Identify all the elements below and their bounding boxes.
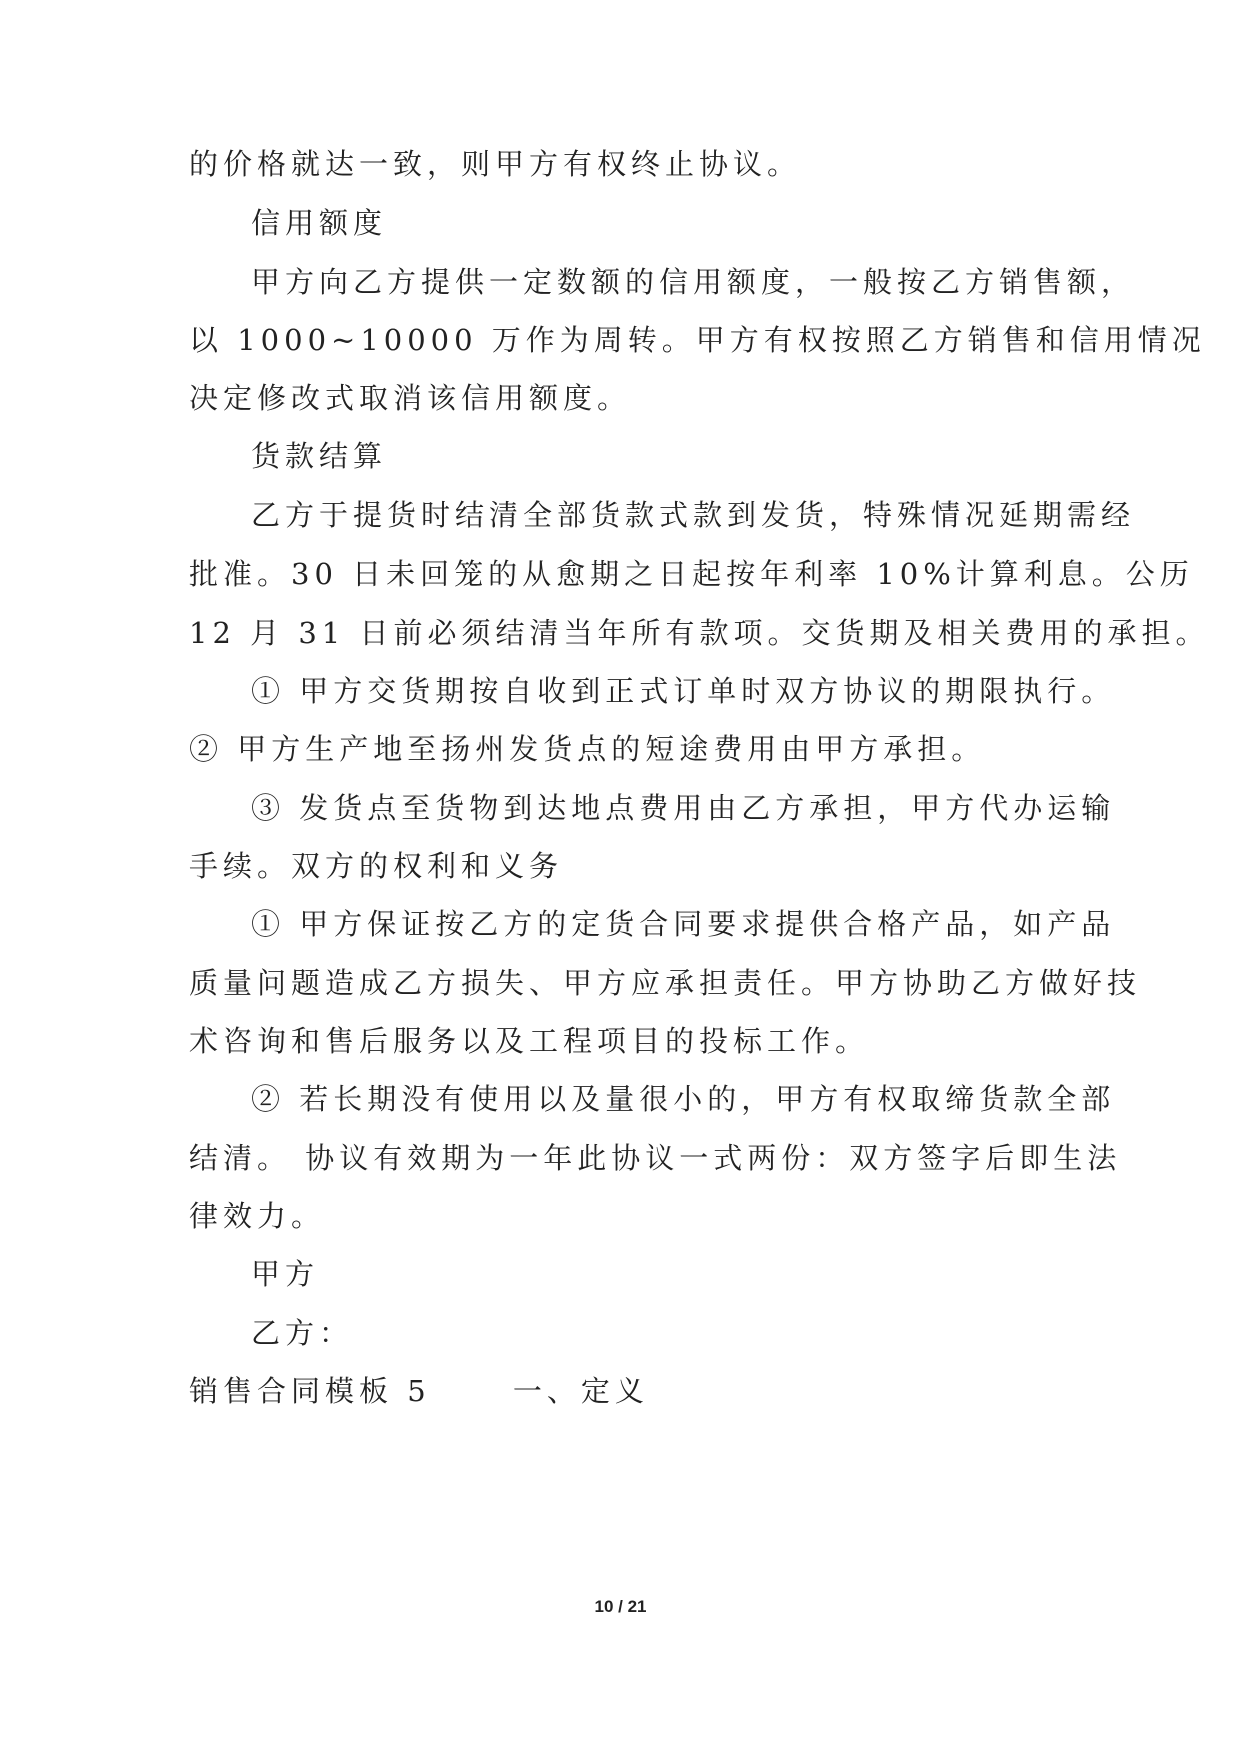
list-item: ② 甲方生产地至扬州发货点的短途费用由甲方承担。	[189, 732, 986, 766]
section-heading: 货款结算	[251, 439, 388, 473]
text-line: 术咨询和售后服务以及工程项目的投标工作。	[189, 1024, 870, 1058]
list-item: ③ 发货点至货物到达地点费用由乙方承担，甲方代办运输	[251, 791, 1116, 825]
text-line: 手续。双方的权利和义务	[189, 849, 564, 883]
list-item: ① 甲方交货期按自收到正式订单时双方协议的期限执行。	[251, 674, 1116, 708]
text-line: 甲方向乙方提供一定数额的信用额度，一般按乙方销售额，	[251, 265, 1136, 299]
text-line: 12 月 31 日前必须结清当年所有款项。交货期及相关费用的承担。	[189, 616, 1210, 650]
signature-party-b: 乙方：	[251, 1316, 354, 1350]
list-item: ② 若长期没有使用以及量很小的，甲方有权取缔货款全部	[251, 1082, 1116, 1116]
text-line: 质量问题造成乙方损失、甲方应承担责任。甲方协助乙方做好技	[189, 966, 1142, 1000]
text-line: 以 1000~10000 万作为周转。甲方有权按照乙方销售和信用情况	[189, 323, 1206, 357]
text-line: 批准。30 日未回笼的从愈期之日起按年利率 10%计算利息。公历	[189, 557, 1194, 591]
signature-party-a: 甲方	[251, 1257, 320, 1291]
text-line: 律效力。	[189, 1199, 326, 1233]
text-line: 决定修改式取消该信用额度。	[189, 381, 632, 415]
page-number: 10 / 21	[594, 1597, 647, 1616]
text-line: 结清。 协议有效期为一年此协议一式两份：双方签字后即生法	[189, 1141, 1122, 1175]
text-line: 的价格就达一致，则甲方有权终止协议。	[189, 147, 802, 181]
section-heading: 信用额度	[251, 206, 388, 240]
section-title: 销售合同模板 5 一、定义	[189, 1374, 649, 1408]
text-line: 乙方于提货时结清全部货款式款到发货，特殊情况延期需经	[251, 498, 1136, 532]
list-item: ① 甲方保证按乙方的定货合同要求提供合格产品，如产品	[251, 907, 1116, 941]
